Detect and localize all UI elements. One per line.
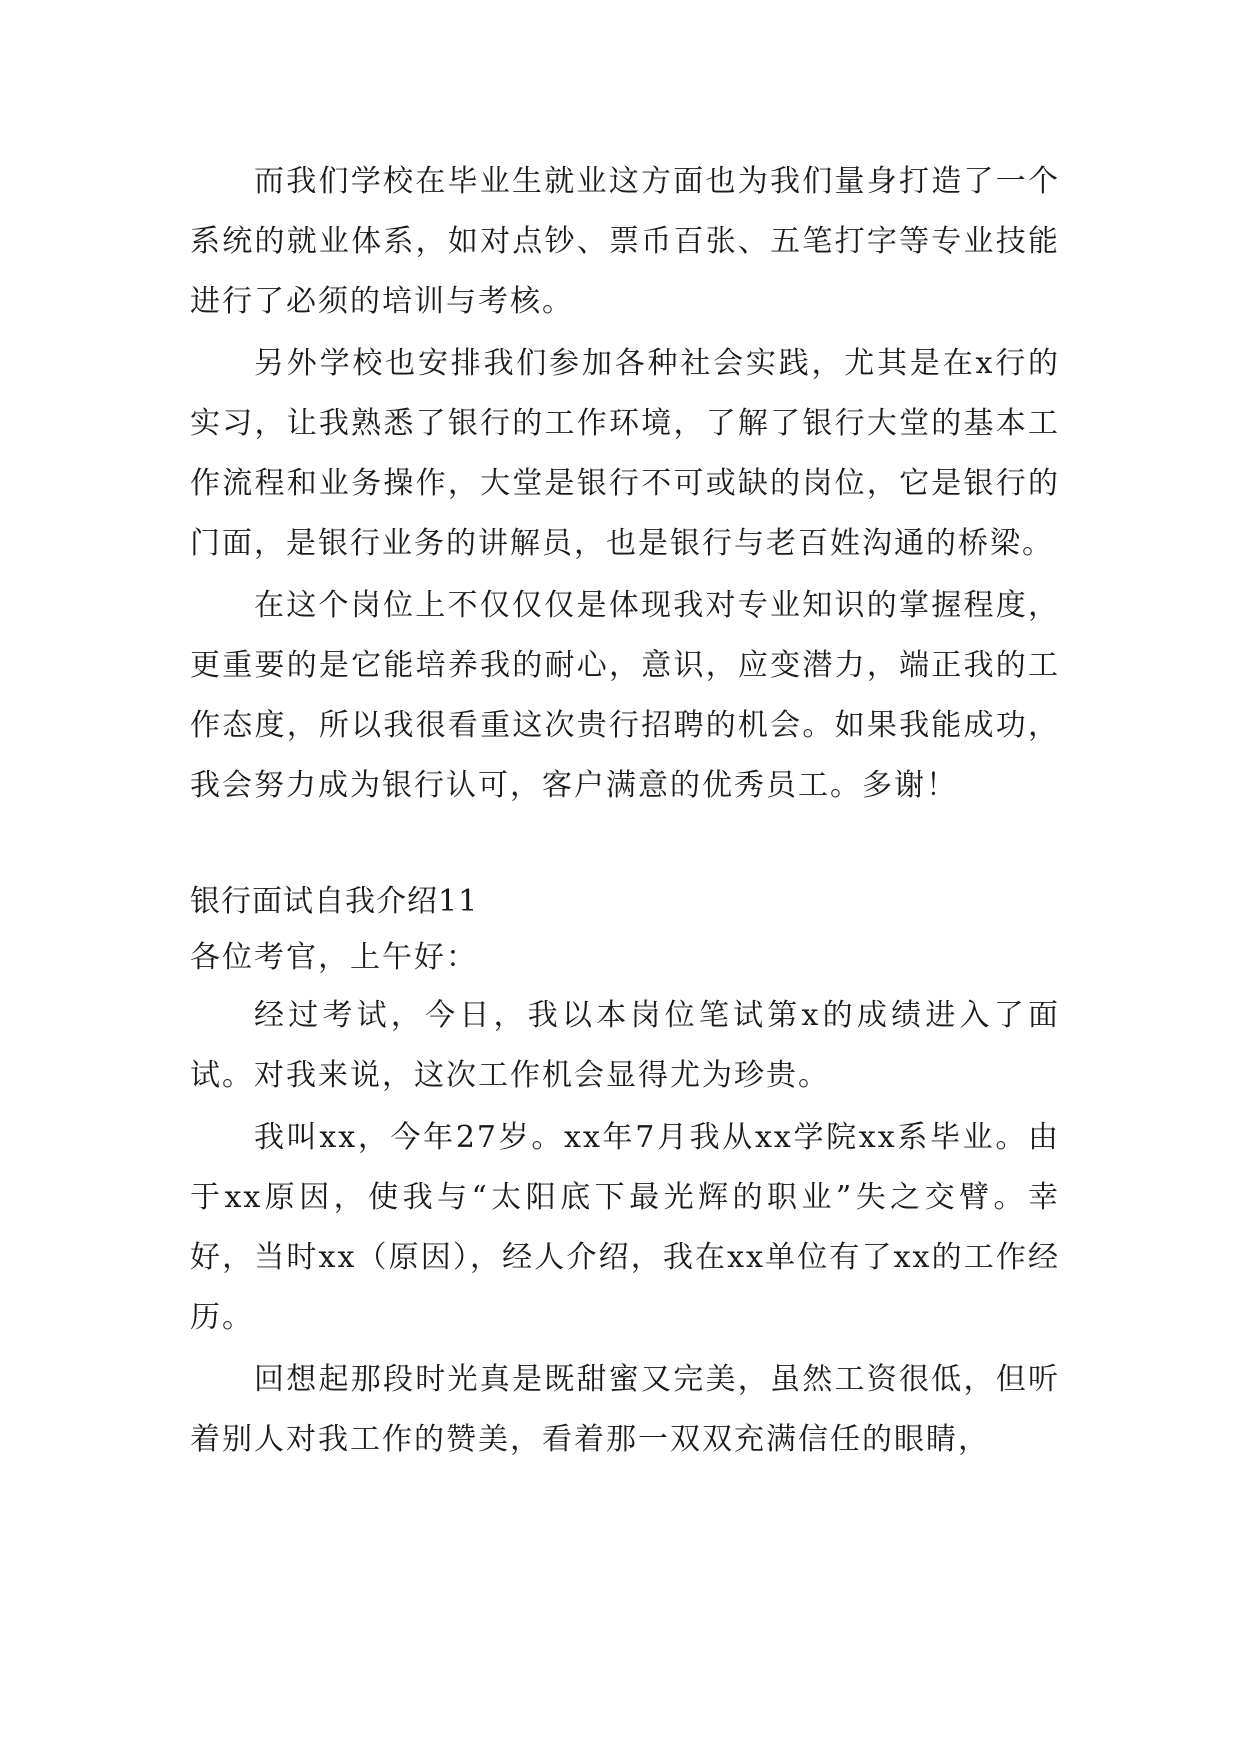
paragraph-training: 而我们学校在毕业生就业这方面也为我们量身打造了一个系统的就业体系，如对点钞、票币百张、五笔打字等专业技能进行了必须的培训与考核。	[190, 164, 1060, 319]
greeting-line: 各位考官，上午好：	[190, 940, 478, 975]
paragraph-memory: 回想起那段时光真是既甜蜜又完美，虽然工资很低，但听着别人对我工作的赞美，看着那一双双充满信任的眼睛，	[190, 1362, 1060, 1457]
document-body	[190, 152, 1060, 1470]
paragraph-position: 在这个岗位上不仅仅仅是体现我对专业知识的掌握程度，更重要的是它能培养我的耐心，意识，应变潜力，端正我的工作态度，所以我很看重这次贵行招聘的机会。如果我能成功，我会努力成为银行认可，客户满意的优秀员工。多谢！	[190, 588, 1060, 803]
section-gap	[190, 816, 1060, 874]
paragraph-internship: 另外学校也安排我们参加各种社会实践，尤其是在x行的实习，让我熟悉了银行的工作环境，了解了银行大堂的基本工作流程和业务操作，大堂是银行不可或缺的岗位，它是银行的门面，是银行业务的讲解员，也是银行与老百姓沟通的桥梁。	[190, 346, 1060, 561]
paragraph-intro: 我叫xx，今年27岁。xx年7月我从xx学院xx系毕业。由于xx原因，使我与“太阳底下最光辉的职业”失之交臂。幸好，当时xx（原因），经人介绍，我在xx单位有了xx的工作经历。	[190, 1120, 1060, 1335]
paragraph-exam: 经过考试，今日，我以本岗位笔试第x的成绩进入了面试。对我来说，这次工作机会显得尤为珍贵。	[190, 998, 1060, 1093]
section-title: 银行面试自我介绍11	[190, 884, 479, 919]
